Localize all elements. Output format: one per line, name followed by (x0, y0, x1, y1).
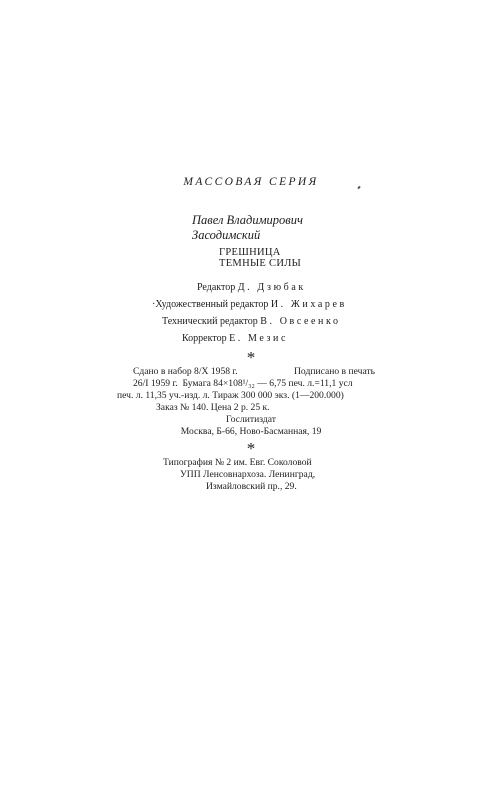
printer-line-3: Измайловский пр., 29. (206, 481, 297, 492)
divider-asterisk: * (246, 439, 256, 458)
imprint-line-1-right: Подписано в печать (294, 366, 376, 377)
credit-art-editor (152, 300, 347, 310)
divider-asterisk: * (246, 348, 256, 367)
imprint-line-1-left: Сдано в набор 8/X 1958 г. (133, 366, 238, 377)
author-surname: Засодимский (192, 228, 261, 242)
author-name: Павел Владимирович (192, 213, 303, 227)
imprint-line-3: печ. л. 11,35 уч.-изд. л. Тираж 300 000 экз. (1—200.000) (117, 390, 344, 401)
credit-name: В. Овсеенко (260, 316, 341, 327)
credit-role: ·Художественный редактор (152, 299, 269, 310)
book-title-2: ТЕМНЫЕ СИЛЫ (219, 258, 302, 269)
series-title: МАССОВАЯ СЕРИЯ (183, 176, 319, 188)
credit-role: Технический редактор (162, 316, 258, 327)
imprint-address: Москва, Б-66, Ново-Басманная, 19 (180, 426, 322, 437)
credit-role: Редактор (197, 282, 236, 293)
credit-name: Е. Мезис (229, 333, 289, 344)
imprint-publisher: Гослитиздат (226, 414, 276, 425)
credit-tech-editor (162, 317, 341, 327)
imprint-line-2: 26/I 1959 г. Бумага 84×108¹/₃₂ — 6,75 печ. л.=11,1 усл (133, 378, 353, 389)
book-title-1: ГРЕШНИЦА (219, 247, 281, 258)
printer-line-1: Типография № 2 им. Евг. Соколовой (163, 457, 312, 468)
credit-name: И. Жихарев (270, 299, 347, 310)
credit-editor (197, 283, 306, 293)
printer-line-2: УПП Ленсовнархоза. Ленинград, (180, 469, 316, 480)
imprint-line-4: Заказ № 140. Цена 2 р. 25 к. (156, 402, 270, 413)
credit-role: Корректор (182, 333, 227, 344)
credit-proofreader (182, 334, 288, 344)
credit-name: Д. Дзюбак (237, 282, 306, 293)
print-speck (357, 186, 360, 190)
